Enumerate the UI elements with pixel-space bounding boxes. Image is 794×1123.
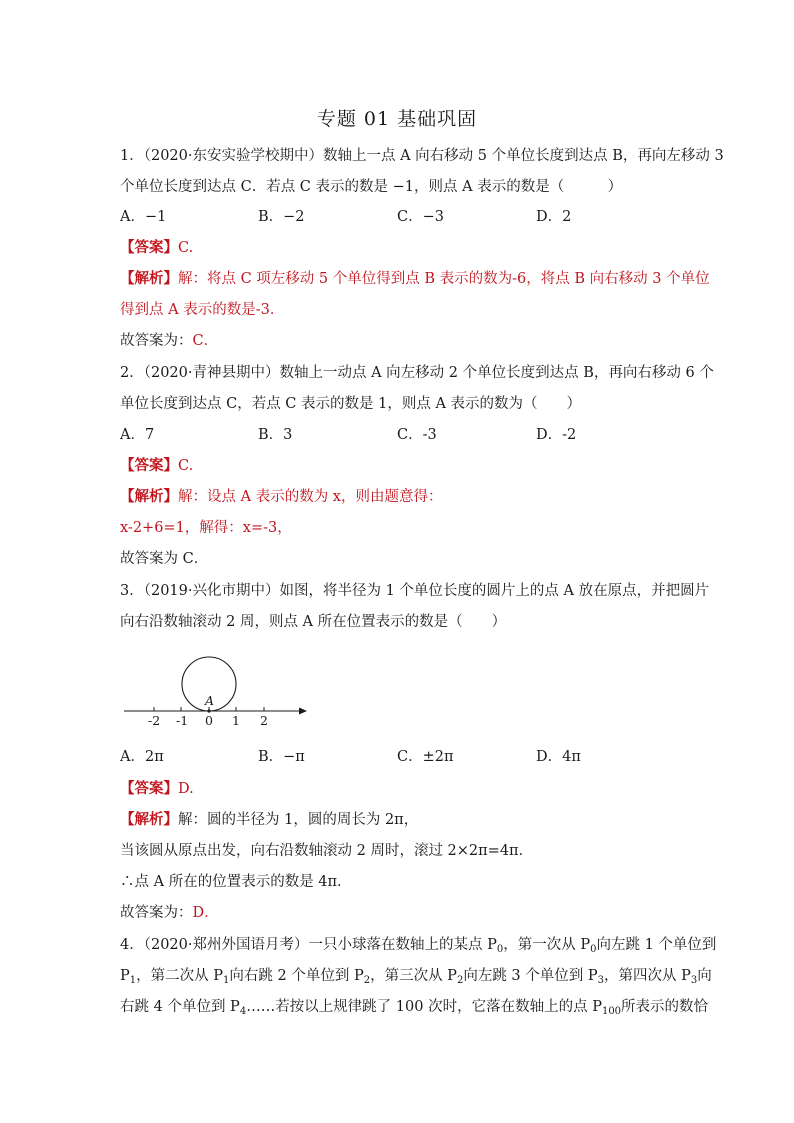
conclusion-value: D． xyxy=(192,905,219,921)
subscript: 1 xyxy=(223,975,230,986)
answer-value: C. xyxy=(178,240,194,256)
q4-stem-line3 xyxy=(120,997,708,1022)
q4-text: ，第四次从 P xyxy=(604,968,691,984)
analysis-tag: 【解析】 xyxy=(120,811,178,828)
subscript: 0 xyxy=(590,944,597,955)
q2-stem-line1: 2．（2020·青神县期中）数轴上一动点 A 向左移动 2 个单位长度到达点 B，再向右移动 6 个 xyxy=(120,365,714,381)
subscript: 4 xyxy=(239,1006,247,1017)
tick-label-neg2: -2 xyxy=(148,713,161,728)
q3-answer xyxy=(120,779,194,799)
q1-option-c: C．−3 xyxy=(397,209,444,225)
subscript: 2 xyxy=(363,975,371,986)
q3-analysis-line1 xyxy=(120,810,418,830)
q2-conclusion: 故答案为 C． xyxy=(120,551,209,567)
tick-label-2: 2 xyxy=(260,713,268,728)
q4-text: ，第一次从 P xyxy=(503,937,591,953)
answer-tag: 【答案】 xyxy=(120,780,178,797)
subscript: 1 xyxy=(129,975,137,986)
q1-option-b: B．−2 xyxy=(258,209,305,225)
page-title: 专题 01 基础巩固 xyxy=(316,108,478,130)
subscript: 0 xyxy=(496,944,504,955)
q3-option-a: A．2π xyxy=(120,749,164,765)
q3-analysis-line3: ∴点 A 所在的位置表示的数是 4π． xyxy=(120,874,352,890)
q2-option-a: A．7 xyxy=(120,427,155,443)
q4-text: 向右跳 2 个单位到 P xyxy=(229,968,364,984)
analysis-text: 解：将点 C 项左移动 5 个单位得到点 B 表示的数为-6，将点 B 向右移动 3 个单位 xyxy=(178,271,710,287)
q4-text: P xyxy=(120,968,130,984)
q2-analysis-line2: x-2+6=1，解得：x=-3， xyxy=(120,520,292,536)
q2-option-d: D．-2 xyxy=(536,427,577,443)
number-line-figure xyxy=(120,652,320,736)
q1-option-a: A．−1 xyxy=(120,209,167,225)
q2-option-c: C．-3 xyxy=(397,427,437,443)
answer-tag: 【答案】 xyxy=(120,239,178,256)
analysis-text: 解：设点 A 表示的数为 x，则由题意得： xyxy=(178,489,443,505)
q2-option-b: B．3 xyxy=(258,427,293,443)
conclusion-prefix: 故答案为： xyxy=(120,333,193,349)
answer-tag: 【答案】 xyxy=(120,457,178,474)
q4-stem-line2 xyxy=(120,966,712,991)
q3-conclusion xyxy=(120,903,219,923)
q1-stem-line2: 个单位长度到达点 C．若点 C 表示的数是 −1，则点 A 表示的数是（ ） xyxy=(120,179,623,195)
q4-text: ，第三次从 P xyxy=(370,968,457,984)
q4-text: 向 xyxy=(697,968,712,984)
tick-label-neg1: -1 xyxy=(176,713,189,728)
q1-conclusion xyxy=(120,331,218,351)
answer-value: D. xyxy=(178,781,194,797)
q1-analysis-line2: 得到点 A 表示的数是-3． xyxy=(120,302,285,318)
analysis-tag: 【解析】 xyxy=(120,488,178,505)
point-a-label: A xyxy=(205,693,215,708)
subscript: 100 xyxy=(601,1006,622,1017)
tick-label-0: 0 xyxy=(205,713,213,728)
q3-option-d: D．4π xyxy=(536,749,581,765)
conclusion-prefix: 故答案为： xyxy=(120,905,193,921)
q4-text: 右跳 4 个单位到 P xyxy=(120,999,240,1015)
q4-text: 4．（2020·郑州外国语月考）一只小球落在数轴上的某点 P xyxy=(120,937,497,953)
q1-analysis-line1 xyxy=(120,269,710,289)
subscript: 3 xyxy=(597,975,605,986)
axis-arrow xyxy=(299,708,307,715)
q3-option-c: C．±2π xyxy=(397,749,454,765)
q4-stem-line1 xyxy=(120,935,716,960)
q4-text: 向左跳 1 个单位到 xyxy=(596,937,717,953)
subscript: 3 xyxy=(690,975,698,986)
q4-text: ，第二次从 P xyxy=(136,968,224,984)
q1-answer xyxy=(120,238,193,258)
q1-option-d: D．2 xyxy=(536,209,572,225)
analysis-tag: 【解析】 xyxy=(120,270,178,287)
subscript: 2 xyxy=(456,975,464,986)
q3-stem-line1: 3．（2019·兴化市期中）如图，将半径为 1 个单位长度的圆片上的点 A 放在原点，并把圆片 xyxy=(120,583,710,599)
q3-stem-line2: 向右沿数轴滚动 2 周，则点 A 所在位置表示的数是（ ） xyxy=(120,614,507,630)
q2-answer xyxy=(120,456,193,476)
q2-stem-line2: 单位长度到达点 C，若点 C 表示的数是 1，则点 A 表示的数为（ ） xyxy=(120,396,582,412)
q4-text: ……若按以上规律跳了 100 次时，它落在数轴上的点 P xyxy=(246,999,602,1015)
q4-text: 向左跳 3 个单位到 P xyxy=(463,968,598,984)
tick-label-1: 1 xyxy=(232,713,240,728)
q2-analysis-line1 xyxy=(120,487,442,507)
q1-stem-line1: 1．（2020·东安实验学校期中）数轴上一点 A 向右移动 5 个单位长度到达点 B，再向左移动 3 xyxy=(120,148,724,164)
analysis-text: 解：圆的半径为 1，圆的周长为 2π， xyxy=(178,812,419,828)
conclusion-value: C． xyxy=(192,333,219,349)
answer-value: C. xyxy=(178,458,194,474)
q4-text: 所表示的数恰 xyxy=(621,999,709,1015)
q3-option-b: B．−π xyxy=(258,749,305,765)
q3-analysis-line2: 当该圆从原点出发，向右沿数轴滚动 2 周时，滚过 2×2π=4π． xyxy=(120,843,534,859)
